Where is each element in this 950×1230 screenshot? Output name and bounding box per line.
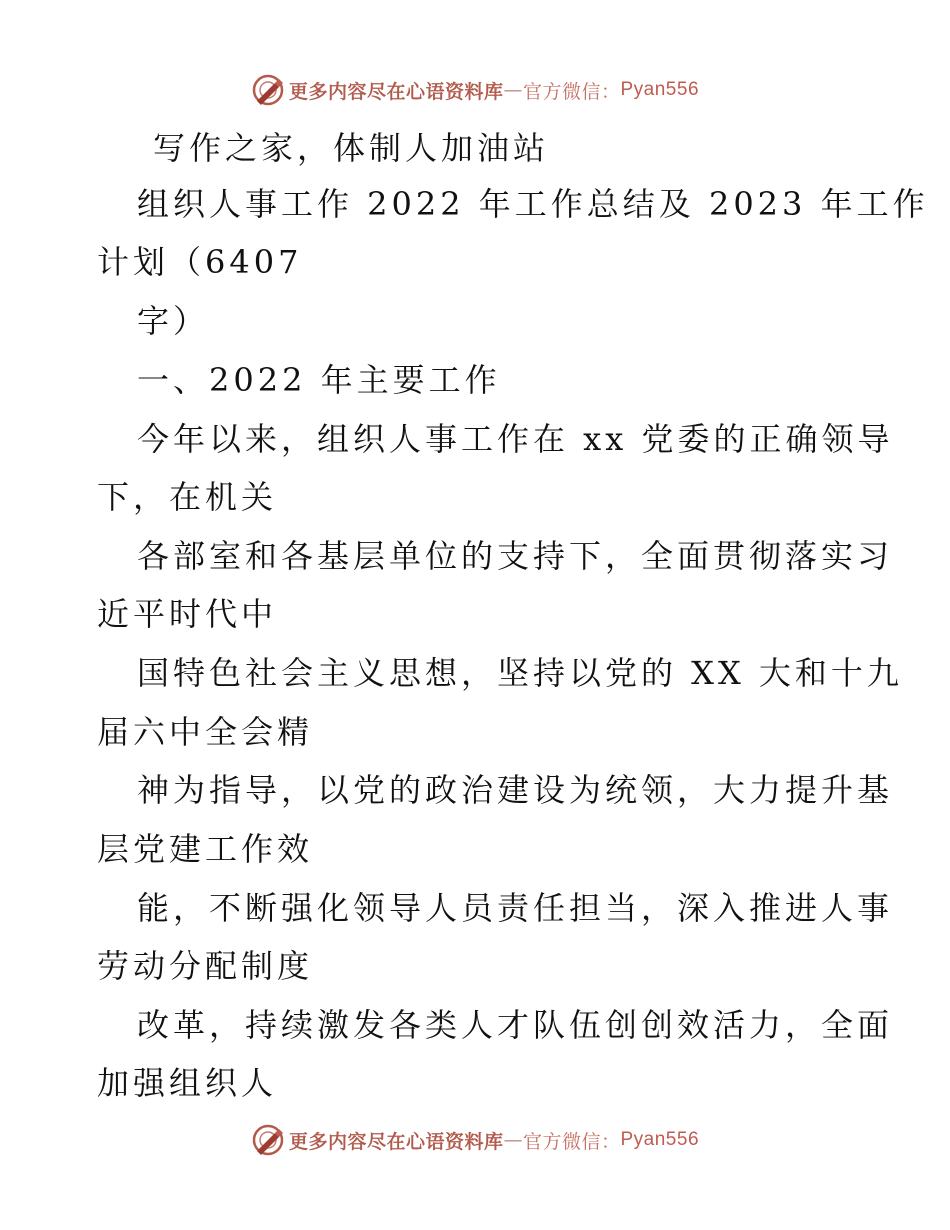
title-line-2: 计划（6407 xyxy=(97,243,303,281)
paragraph-line: 届六中全会精 xyxy=(97,713,314,751)
paragraph-line: 层党建工作效 xyxy=(97,830,314,868)
paragraph-line: 各部室和各基层单位的支持下，全面贯彻落实习 xyxy=(137,537,894,575)
section-heading: 一、2022 年主要工作 xyxy=(137,361,501,399)
subtitle-line: 写作之家，体制人加油站 xyxy=(153,129,550,167)
paragraph-line: 下，在机关 xyxy=(97,478,278,516)
paragraph-line: 能，不断强化领导人员责任担当，深入推进人事 xyxy=(137,889,894,927)
watermark-main-text: 更多内容尽在心语资料库 xyxy=(288,1130,504,1153)
paragraph-line: 加强组织人 xyxy=(97,1064,278,1102)
paragraph-line: 神为指导，以党的政治建设为统领，大力提升基 xyxy=(137,771,894,809)
watermark-wechat-id: Pyan556 xyxy=(620,79,700,100)
watermark-dash: — xyxy=(503,1129,523,1151)
watermark-sub-text: 官方微信： xyxy=(522,80,621,103)
footer-watermark xyxy=(0,1120,950,1160)
paragraph-line: 改革，持续激发各类人才队伍创创效活力，全面 xyxy=(137,1006,894,1044)
pen-logo-icon xyxy=(251,1123,285,1157)
paragraph-line: 劳动分配制度 xyxy=(97,947,314,985)
paragraph-line: 国特色社会主义思想，坚持以党的 XX 大和十九 xyxy=(137,654,903,692)
title-line-1: 组织人事工作 2022 年工作总结及 2023 年工作 xyxy=(137,185,929,223)
watermark-sub-text: 官方微信： xyxy=(522,1130,621,1153)
paragraph-line: 近平时代中 xyxy=(97,595,278,633)
title-line-3: 字） xyxy=(137,302,210,340)
watermark-dash: — xyxy=(503,79,523,101)
watermark-wechat-id: Pyan556 xyxy=(620,1129,700,1150)
paragraph-line: 今年以来，组织人事工作在 xx 党委的正确领导 xyxy=(137,420,894,458)
watermark-main-text: 更多内容尽在心语资料库 xyxy=(288,80,504,103)
